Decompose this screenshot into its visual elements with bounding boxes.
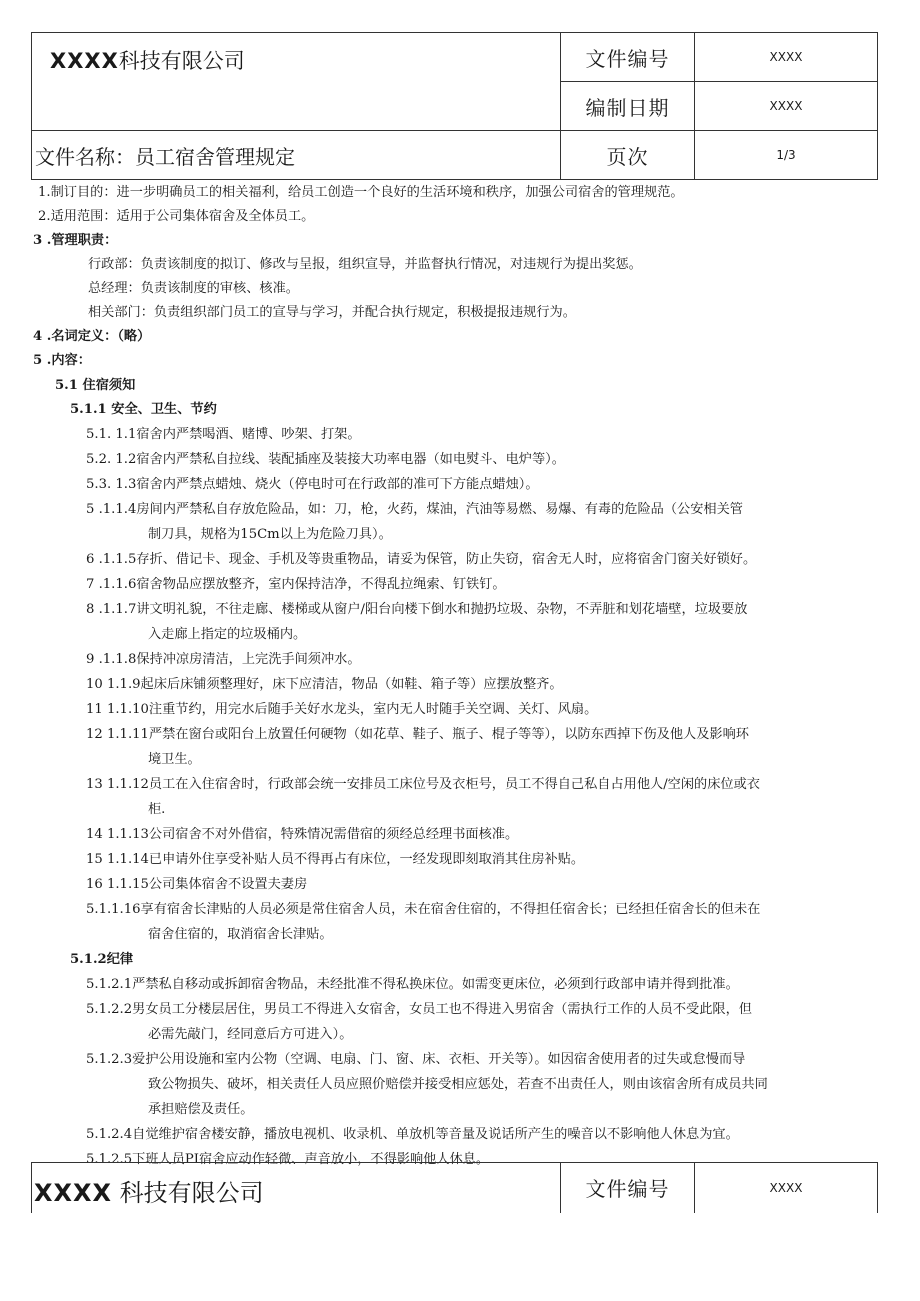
text-line: 5.2. 1.2宿舍内严禁私自拉线、装配插座及装接大功率电器（如电熨斗、电炉等）。 bbox=[86, 452, 565, 467]
next-page-header-table bbox=[31, 1162, 878, 1213]
section-heading: 3 .管理职责： bbox=[33, 233, 118, 248]
text-line: 5.1.2.4自觉维护宿舍楼安静，播放电视机、收录机、单放机等音量及说话所产生的噪音以不影响他人休息为宜。 bbox=[86, 1127, 739, 1142]
text-line: 8 .1.1.7讲文明礼貌，不往走廊、楼梯或从窗户/阳台向楼下倒水和抛扔垃圾、杂物，不弄脏和划花墙壁，垃圾要放 bbox=[86, 602, 748, 617]
doc-no-label: 文件编号 bbox=[561, 1163, 695, 1213]
text-line: 16 1.1.15公司集体宿舍不设置夫妻房 bbox=[86, 877, 308, 892]
company-mark: XXXX bbox=[34, 1179, 113, 1207]
section-heading: 4 .名词定义：（略） bbox=[33, 329, 151, 344]
text-line: 5 .1.1.4房间内严禁私自存放危险品，如：刀，枪，火药，煤油，汽油等易燃、易爆、有毒的危险品（公安相关管 bbox=[86, 502, 743, 517]
text-line: 致公物损失、破坏，相关责任人员应照价赔偿并接受相应惩处，若查不出责任人，则由该宿舍所有成员共同 bbox=[148, 1077, 768, 1092]
file-name-label: 文件名称： bbox=[35, 144, 135, 169]
company-mark: XXXX bbox=[50, 49, 119, 73]
text-line: 柜. bbox=[148, 802, 166, 817]
text-line: 14 1.1.13公司宿舍不对外借宿，特殊情况需借宿的须经总经理书面核准。 bbox=[86, 827, 519, 842]
date-label: 编制日期 bbox=[561, 82, 695, 131]
company-name-cell bbox=[32, 1163, 561, 1213]
text-line: 5.1.2.5下班人员PI宿舍应动作轻微、声音放小，不得影响他人休息。 bbox=[86, 1152, 490, 1167]
text-line: 5.1. 1.1宿舍内严禁喝酒、赌博、吵架、打架。 bbox=[86, 427, 361, 442]
text-line: 5.1.2.3爱护公用设施和室内公物（空调、电扇、门、窗、床、衣柜、开关等）。如因宿舍使用者的过失或怠慢而导 bbox=[86, 1052, 746, 1067]
section-heading: 5 .内容： bbox=[33, 353, 91, 368]
company-name-cell bbox=[32, 33, 561, 131]
date-value: XXXX bbox=[695, 82, 878, 131]
text-line: 7 .1.1.6宿舍物品应摆放整齐，室内保持洁净，不得乱拉绳索、钉铁钉。 bbox=[86, 577, 506, 592]
text-line: 入走廊上指定的垃圾桶内。 bbox=[148, 627, 307, 642]
text-line: 10 1.1.9起床后床铺须整理好，床下应清洁，物品（如鞋、箱子等）应摆放整齐。 bbox=[86, 677, 563, 692]
text-line: 11 1.1.10注重节约，用完水后随手关好水龙头，室内无人时随手关空调、关灯、风扇。 bbox=[86, 702, 598, 717]
page-value: 1/3 bbox=[695, 131, 878, 180]
text-line: 必需先敲门，经同意后方可进入）。 bbox=[148, 1027, 353, 1042]
text-line: 2.适用范围：适用于公司集体宿舍及全体员工。 bbox=[38, 209, 315, 224]
file-name-cell bbox=[32, 131, 561, 180]
text-line: 相关部门：负责组织部门员工的宣导与学习，并配合执行规定，积极提报违规行为。 bbox=[88, 305, 576, 320]
page-label: 页次 bbox=[561, 131, 695, 180]
text-line: 5.3. 1.3宿舍内严禁点蜡烛、烧火（停电时可在行政部的准可下方能点蜡烛）。 bbox=[86, 477, 539, 492]
text-line: 5.1.2.2男女员工分楼层居住，男员工不得进入女宿舍，女员工也不得进入男宿舍（需执行工作的人员不受此限，但 bbox=[86, 1002, 752, 1017]
doc-no-value: XXXX bbox=[695, 1163, 878, 1213]
doc-no-label: 文件编号 bbox=[561, 33, 695, 82]
text-line: 制刀具，规格为15Cm以上为危险刀具）。 bbox=[148, 527, 392, 542]
subsection-heading: 5.1.2纪律 bbox=[70, 952, 134, 967]
text-line: 13 1.1.12员工在入住宿舍时，行政部会统一安排员工床位号及衣柜号，员工不得自己私自占用他人/空闲的床位或衣 bbox=[86, 777, 760, 792]
text-line: 宿舍住宿的，取消宿舍长津贴。 bbox=[148, 927, 333, 942]
text-line: 境卫生。 bbox=[148, 752, 201, 767]
text-line: 9 .1.1.8保持冲凉房清洁，上完洗手间须冲水。 bbox=[86, 652, 361, 667]
text-line: 15 1.1.14已申请外住享受补贴人员不得再占有床位，一经发现即刻取消其住房补贴。 bbox=[86, 852, 585, 867]
subsection-heading: 5.1 住宿须知 bbox=[55, 378, 136, 393]
company-name: 科技有限公司 bbox=[118, 49, 245, 73]
doc-no-value: XXXX bbox=[695, 33, 878, 82]
text-line: 行政部：负责该制度的拟订、修改与呈报，组织宣导，并监督执行情况，对违规行为提出奖惩。 bbox=[88, 257, 642, 272]
text-line: 6 .1.1.5存折、借记卡、现金、手机及等贵重物品，请妥为保管，防止失窃，宿舍无人时，应将宿舍门窗关好锁好。 bbox=[86, 552, 757, 567]
text-line: 5.1.1.16享有宿舍长津贴的人员必须是常住宿舍人员，未在宿舍住宿的，不得担任宿舍长；已经担任宿舍长的但未在 bbox=[86, 902, 761, 917]
file-name: 员工宿舍管理规定 bbox=[135, 144, 295, 169]
text-line: 总经理：负责该制度的审核、核准。 bbox=[88, 281, 299, 296]
subsection-heading: 5.1.1 安全、卫生、节约 bbox=[70, 402, 217, 417]
company-name: 科技有限公司 bbox=[119, 1179, 264, 1207]
text-line: 承担赔偿及责任。 bbox=[148, 1102, 254, 1117]
document-header-table bbox=[31, 32, 878, 180]
text-line: 5.1.2.1严禁私自移动或拆卸宿舍物品，未经批准不得私换床位。如需变更床位，必须到行政部申请并得到批准。 bbox=[86, 977, 739, 992]
text-line: 12 1.1.11严禁在窗台或阳台上放置任何硬物（如花草、鞋子、瓶子、棍子等等），以防东西掉下伤及他人及影响环 bbox=[86, 727, 749, 742]
text-line: 1.制订目的：进一步明确员工的相关福利，给员工创造一个良好的生活环境和秩序，加强公司宿舍的管理规范。 bbox=[38, 185, 684, 200]
